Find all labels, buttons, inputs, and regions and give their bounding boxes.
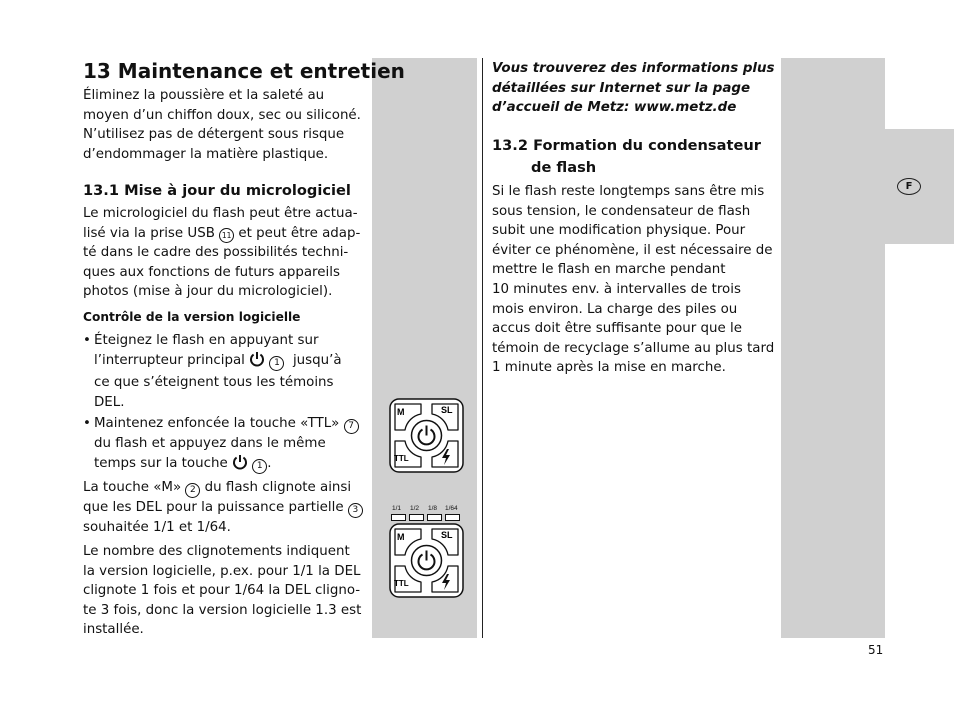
firmware-paragraph [83, 204, 360, 302]
section-heading-2 [492, 135, 761, 179]
page-number: 51 [868, 643, 884, 657]
subheading-version-check: Contrôle de la version logicielle [83, 310, 301, 324]
text-line: d’endommager la matière plastique. [83, 146, 329, 162]
callout-number: 2 [185, 483, 200, 498]
text-line: 1 minute après la mise en marche. [492, 360, 726, 376]
m-button-label: M [397, 532, 405, 542]
text-line: souhaitée 1/1 et 1/64. [83, 520, 231, 535]
bullet-marker: • [83, 333, 91, 348]
text-line: installée. [83, 622, 144, 638]
control-pad-illustration [389, 398, 464, 473]
text-line: accus doit être suffisante pour que le [492, 321, 742, 337]
text-line: ce que s’éteignent tous les témoins [94, 375, 334, 391]
text-line: moyen d’un chiffon doux, sec ou siliconé. [83, 107, 361, 123]
text-line [83, 478, 363, 498]
bullet-item-2 [83, 414, 373, 476]
right-margin-band [781, 58, 885, 638]
ttl-button-label: TTL [394, 454, 409, 463]
text-line: Le micrologiciel du flash peut être actua- [83, 206, 358, 221]
text-line: te 3 fois, donc la version logicielle 1.3 est [83, 602, 362, 618]
led-indicator [391, 514, 406, 521]
control-pad-illustration [389, 523, 464, 598]
text-line [94, 454, 359, 477]
led-indicator [445, 514, 460, 521]
text-fragment: que les DEL pour la puissance partielle [83, 500, 344, 515]
page-title: 13 Maintenance et entretien [83, 59, 405, 83]
power-icon [249, 351, 265, 374]
text-line: Vous trouverez des informations plus [492, 61, 775, 76]
callout-number: 7 [344, 419, 359, 434]
m-button-label: M [397, 407, 405, 417]
text-fragment: La touche «M» [83, 480, 182, 495]
text-line: sous tension, le condensateur de flash [492, 203, 751, 219]
text-line: 10 minutes env. à intervalles de trois [492, 281, 741, 297]
text-line: témoin de recyclage s’allume au plus tard [492, 340, 775, 356]
text-line: détaillées sur Internet sur la page [492, 80, 751, 96]
text-line [83, 498, 363, 518]
callout-number: 1 [252, 459, 267, 474]
usb-callout-number: 11 [219, 228, 234, 243]
callout-number: 1 [269, 356, 284, 371]
text-line [94, 414, 359, 434]
led-label: 1/1 [392, 505, 402, 512]
text-fragment: jusqu’à [292, 352, 342, 368]
text-fragment: l’interrupteur principal [94, 352, 245, 368]
text-fragment: et peut être adap- [238, 225, 361, 241]
heading-line: de flash [531, 159, 597, 176]
led-label: 1/2 [410, 505, 420, 512]
text-line: éviter ce phénomène, il est nécessaire de [492, 242, 773, 258]
bullet-marker: • [83, 416, 91, 431]
intro-paragraph [83, 86, 361, 164]
led-label: 1/64 [445, 505, 458, 512]
ttl-button-label: TTL [394, 579, 409, 588]
text-line: clignote 1 fois et pour 1/64 la DEL cligno- [83, 583, 361, 599]
text-line: Éteignez le flash en appuyant sur [94, 333, 319, 348]
text-fragment: . [267, 455, 272, 471]
text-line [94, 351, 342, 374]
text-line: Si le flash reste longtemps sans être mis [492, 184, 765, 199]
text-line: mois environ. La charge des piles ou [492, 301, 738, 317]
text-fragment: Maintenez enfoncée la touche «TTL» [94, 416, 340, 431]
language-tab-letter: F [897, 178, 921, 195]
text-line: N’utilisez pas de détergent sous risque [83, 127, 345, 143]
sl-button-label: SL [441, 530, 453, 540]
sl-button-label: SL [441, 405, 453, 415]
text-fragment: temps sur la touche [94, 455, 228, 471]
text-line: ques aux fonctions de futurs appareils [83, 264, 340, 280]
text-line: mettre le flash en marche pendant [492, 262, 726, 278]
website-note [492, 59, 775, 118]
heading-line: 13.2 Formation du condensateur [492, 137, 761, 154]
text-line [83, 224, 360, 244]
m-button-paragraph [83, 478, 363, 538]
text-line: la version logicielle, p.ex. pour 1/1 la DEL [83, 563, 361, 579]
text-line: té dans le cadre des possibilités techni- [83, 245, 349, 261]
text-line: d’accueil de Metz: www.metz.de [492, 100, 737, 116]
text-fragment: du flash clignote ainsi [204, 480, 352, 495]
bullet-item-1 [83, 331, 373, 412]
text-line: Le nombre des clignotements indiquent [83, 544, 350, 559]
power-icon [232, 454, 248, 477]
blink-count-paragraph [83, 542, 361, 640]
text-line: du flash et appuyez dans le même [94, 436, 326, 451]
led-label: 1/8 [428, 505, 438, 512]
text-line: DEL. [94, 394, 125, 410]
column-divider [482, 58, 483, 638]
text-line: photos (mise à jour du micrologiciel). [83, 284, 333, 300]
text-line: Éliminez la poussière et la saleté au [83, 88, 325, 103]
led-indicator [409, 514, 424, 521]
text-line: subit une modification physique. Pour [492, 223, 746, 239]
led-indicator [427, 514, 442, 521]
callout-number: 3 [348, 503, 363, 518]
capacitor-paragraph [492, 182, 774, 378]
text-fragment: lisé via la prise USB [83, 225, 215, 241]
section-heading-1: 13.1 Mise à jour du micrologiciel [83, 182, 351, 199]
